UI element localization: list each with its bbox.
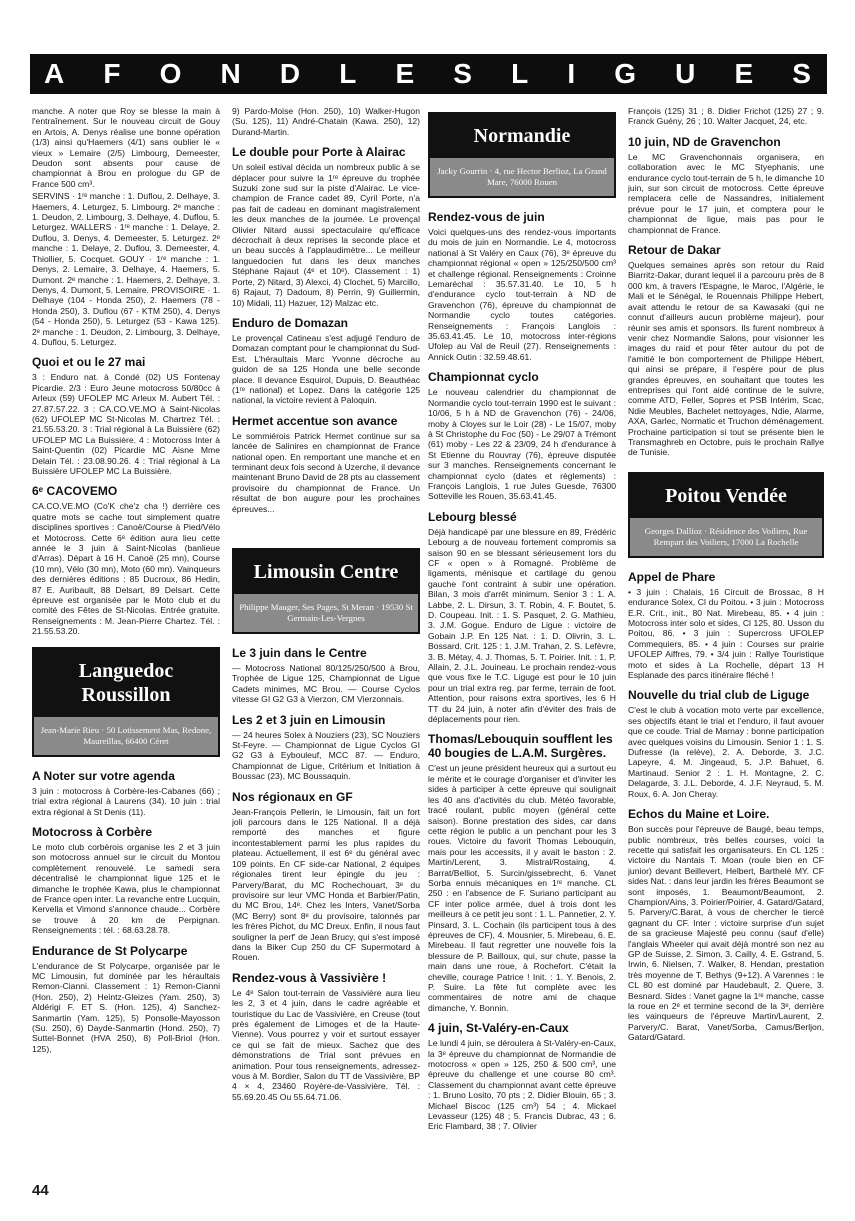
- banner-letter: L: [511, 58, 531, 89]
- column-2: [232, 106, 420, 1186]
- article-heading: Championnat cyclo: [428, 370, 539, 385]
- article-text: Le lundi 4 juin, se déroulera à St-Valéry-en-Caux, la 3ᵉ épreuve du championnat de Normandie de motocross « open » 125, 250 & 500 cm³, une épreuve du challenge et une course 80 cm³. Classement du championnat avant cette épreuve : 1. Bruno Losito, 70 pts ; 2. Didier Blouin, 65 ; 3. Michael Biscoc (125 cm³) 54 ; 4. Mickael Levasseur (125) 48 ; 5. Francis Dubrac, 43 ; 6. Eric Flambard, 38 ; 7. Olivier: [428, 1038, 616, 1132]
- article-text: 3 juin : motocross à Corbère-les-Cabanes (66) ; trial extra régional à Laurens (34). 10 juin : trial extra régional à St Denis (11).: [32, 785, 220, 817]
- banner-letter: F: [103, 58, 123, 89]
- region-title: Languedoc Roussillon: [34, 649, 218, 717]
- article-text: Le MC Gravenchonnais organisera, en collaboration avec le MC Styephanis, une endurance cyclo tout-terrain de 5 h, le dimanche 10 juin, sur son circuit de motocross. Cette épreuve remplacera celle de Nassandres, initialement prévue pour le 17 juin, et comptera pour le championnat de ligue, mais pas pour le championnat de France.: [628, 151, 824, 235]
- banner-letter: G: [614, 58, 638, 89]
- banner-letter: U: [675, 58, 698, 89]
- region-title: Poitou Vendée: [630, 474, 822, 518]
- article-heading: Nos régionaux en GF: [232, 789, 353, 804]
- article-text: Le moto club corbèrois organise les 2 et 3 juin son motocross annuel sur le circuit du Montou complètement renouvelé. Le samedi sera décentralisé le championnat ligue 125 et le dimanche le trophée Kawa, plus le championnat de France open inter. La revanche entre Lucquin, Kervella et Vimond s'annonce chaude... Corbère se trouve à 20 km de Perpignan. Renseignements : tél. : 68.63.28.78.: [32, 841, 220, 936]
- region-box-limousin: [232, 548, 420, 634]
- article-text: C'est un jeune président heureux qui a surtout eu le mérite et le courage d'organiser et d'inviter les sides à participer à cette épreuve qui soulignait les 40 ans d'activités du club. Météo favorable, tracé roulant, public moyen (général cette saison). Bonne prestation des sides, car dans cette région le public a un penchant pour les 3 roues. Victoire du favorit Thomas Lebouquin, mais pour les accessits, il y avait le baston : 2. Martin/Lerent, 3. Mistral/Rostaing, 4. Barrat/Belliot, 5. Surcin/gissebrecht, 6. Vanet Sorba ennuis mécaniques en 1ʳᵉ manche. CL 250 : en l'absence de F. Suriano participant au CF inter police armée, duel à trois dont les meilleurs à ce petit jeu sont : 1. L. Pannetier, 2. Y. Pinsard, 3. L. Cochain (ils participent tous à des épreuves de CF), 4. Mousnier, 5. Mirebeau, 6. E. Mirebeau. Il faut regretter une nouvelle fois la blessure de P. Bailloux, qui, sur chute, passe la main dans une roue, à Rochefort. C'était la cheville, courage Patrice ! Init. : 1. Y. Benois, 2. P. Suire. La fête fut complète avec les commentaires de notre ami de chaque dimanche, Y. Bonnin.: [428, 763, 616, 1013]
- banner-letter: O: [159, 58, 184, 89]
- region-address: Jean-Marie Rieu · 50 Lotissement Mas, Redone, Maureillas, 66400 Céret: [34, 717, 218, 755]
- region-box-normandie: [428, 112, 616, 198]
- region-box-languedoc: [32, 647, 220, 757]
- article-heading: 4 juin, St-Valéry-en-Caux: [428, 1021, 569, 1036]
- article-text: • 3 juin : Chalais, 16 Circuit de Brossac, 8 H endurance Solex, Cl du Poitou. • 3 juin : Motocross E.R. Crit., init., 80 Nat. Mirebeau, 85. • 4 juin : Motocross inter solo et sides, Cl 125, 80. Usson du Poitou, 86. • 3 juin : Supercross UFOLEP Commequiers, 85. • 4 juin : Courses sur prairie UFOLEP Aiffres, 79. • 3/4 juin : Rallye Touristique moto et sides à La Rochelle, départ 13 H Esplanade des parcs itinéraire fléché !: [628, 586, 824, 681]
- article-heading: Le 3 juin dans le Centre: [232, 646, 367, 660]
- article-heading: 6ᵉ CACOVEMO: [32, 484, 118, 499]
- article-heading: Echos du Maine et Loire.: [628, 807, 770, 822]
- article-text: Le provençal Catineau s'est adjugé l'enduro de Domazan comptant pour le championnat du Sud-Est. L'héraultais Marc Yvonne décroche au guidon de sa 125 Honda une belle seconde place. Il devance Esquirol, Dupuis, D. Beauthéac (1ʳᵉ national) et Lopez. Dans la catégorie 125 national, la victoire revient à Paloquin.: [232, 332, 420, 406]
- article-heading: Nouvelle du trial club de Liguge: [628, 688, 810, 703]
- article-heading: Les 2 et 3 juin en Limousin: [232, 712, 386, 727]
- results-text: SERVINS · 1ʳᵉ manche : 1. Duflou, 2. Delhaye, 3. Haemers, 4. Leturgez, 5. Limbourg. 2ᵉ manche : 1. Deudon, 2. Limbourg, 3. Delhaye, 4. Duflou, 5. Leturgez. WALLERS · 1ʳᵉ manche : 1. Delaye, 2. Duflou, 3. Denys, 4. Demeester, 5. Leturgez. 2ᵉ manche : 1. Delaye, 2. Duflou, 3. Demeester, 4. Thiollier, 5. Cocquet. GOUY · 1ʳᵉ manche : 1. Denys, 2. Lemaire, 3. Delhaye, 4. Haemers, 5. Dumont. 2ᵉ manche : 1. Haemers, 2. Delhaye, 3. Denys, 4. Dumont, 5. Lemaire. PROVISOIRE · 1. Delhaye (104 - Honda 250), 2. Haemers (78 - Honda 250), 3. Duflou (67 - KTM 250), 4. Denys (54 - Honda 250), 5. Leturgez (53 - Kawa 125). 2ᵉ manche : 1. Deudon, 2. Limbourg, 3. Delhaye, 4. Duflou, 5. Leturgez.: [32, 191, 220, 347]
- article-text: — Motocross National 80/125/250/500 à Brou, Trophée de Ligue 125, Championnat de Ligue Cadets minimes, MC Brou. — Course Cyclos vitesse GI G2 G3 à Vierzon, CM Vierzonnais.: [232, 663, 420, 705]
- banner-letter: S: [453, 58, 474, 89]
- banner-letter: N: [220, 58, 243, 89]
- article-text: François (125) 31 ; 8. Didier Frichot (125) 27 ; 9. Franck Guény, 26 ; 10. Walter Jacquet, 24, etc.: [628, 106, 824, 127]
- article-heading: 10 juin, ND de Gravenchon: [628, 134, 781, 149]
- article-heading: Thomas/Lebouquin soufflent les 40 bougies de L.A.M. Surgères.: [428, 732, 613, 761]
- article-heading: Lebourg blessé: [428, 509, 517, 524]
- article-heading: Enduro de Domazan: [232, 315, 349, 330]
- page-number: 44: [32, 1182, 49, 1199]
- region-address: Georges Dallioz · Résidence des Voiliers, Rue Rempart des Voiliers, 17000 La Rochelle: [630, 518, 822, 556]
- banner-letter: I: [567, 58, 578, 89]
- article-heading: Rendez-vous à Vassivière !: [232, 970, 387, 985]
- banner-letter: D: [279, 58, 303, 89]
- section-banner: [30, 54, 827, 94]
- article-heading: Quoi et ou le 27 mai: [32, 355, 146, 370]
- article-text: Voici quelques-uns des rendez-vous importants du mois de juin en Normandie. Le 4, motocross national à St Valéry en Caux (76), 3ᵉ épreuve du championnat régional « open » 125/250/500 cm³ et challenge régional. Renseignements : Croinne Lemaréchal : 35.57.31.40. Le 10, 5 h d'endurance cyclo tout-terrain à ND de Gravenchon (76), épreuve du championnat de Normandie cyclo toutes catégories. Renseignements : François Langlois : 35.63.41.45. Le 10, motocross inter-régions Ufolep au Val de Reuil (27). Renseignements : Annick Outin : 32.59.48.61.: [428, 227, 616, 362]
- article-text: CA.CO.VE.MO (Co'K che'z cha !) derrière ces quatre mots se cache tout simplement quatre disciplines sportives : Canoë/Course à Pied/Vélo et Motocross. Cette 6ᵉ édition aura lieu cette année le 3 juin à Saint-Nicolas (banlieue d'Arras). Départ à 16 H. Canoë (25 mn), Course (10 mn), Vélo (30 mn), Moto (60 mn). Vainqueurs des dernières éditions : 85 Ducroux, 86 Hedin, 87 E. Auribault, 88 Delsart, 89 Delsart. Cette épreuve est organisée par le Moto club et du comité des Fêtes de St-Nicolas. Entrée gratuite. Renseignements : M. Jean-Pierre Chartez. Tél. : 21.55.53.20.: [32, 501, 220, 637]
- region-box-poitou: [628, 472, 824, 558]
- article-heading: A Noter sur votre agenda: [32, 768, 175, 783]
- column-4: [628, 106, 824, 1186]
- article-heading: Le double pour Porte à Alairac: [232, 145, 406, 160]
- column-1: [32, 106, 220, 1186]
- article-text: Bon succès pour l'épreuve de Baugé, beau temps, public nombreux, très belles courses, voici la recette qui satisfait les organisateurs. En CL 125 : victoire du Nantais T. Moan (roule bien en CF junior) devant Beillevert, Helbert, Barthelé MY. CF sides Nat. : dans leur jardin les frères Beaumont se sont imposés, 1. Beaumont/Beaumont, 2. Champion/Ains, 3. Poirier/Poirier, 4. Gatard/Gatard, 5. Parvery/C.Barat, à vous de chercher le tiercé gagnant du CF. Inter : victoire surprise d'un sujet de sa gracieuse Majesté peu connu (sauf d'elle) l'anglais Wheeler qui avait déjà montré son nez au GP de Suisse, 2. Simon, 3. Cailly, 4. E. Gstrand, 5. Irwin, 6. Nielsen, 7. Walker, 8. Hendan, prestation très moyenne de T. Bethys (9+12). A Varennes : le CL 80 est dominé par Haudebault, 2. Quere, 3. Besnard. Sides : Vanet gagne la 1ʳᵉ manche, casse la roue en 2ᵉ et termine second de la 3ᵉ, derrière les vainqueurs de l'épreuve Martin/Laurent, 2. Parvery/C. Barat, Vanet/Sorba, Camus/Berljon, Gatard/Gatard.: [628, 824, 824, 1043]
- article-text: 3 : Enduro nat. à Condé (02) US Fontenay Picardie. 2/3 : Euro Jeune motocross 50/80cc à Arleux (59) UFOLEP MC Arleux M. Aubert Tél. : 27.87.57.22. 3 : CA.CO.VE.MO à Saint-Nicolas (62) UFOLEP MC St-Nicolas M. Chartrez Tél. : 21.55.53.20. 3 : Trial régional à La Buissière (62) UFOLEP MC La Buissière. 4 : Motocross Inter à Saint-Quentin (02) Picardie MC Aisne Mme Delain Tél. : 23.08.90.26. 4 : Trial régional à La Buissière UFOLEP MC La Buissière.: [32, 372, 220, 476]
- article-text: Le 4ᵉ Salon tout-terrain de Vassivière aura lieu les 2, 3 et 4 juin, dans le cadre agréable et touristique du Lac de Vassivière, en Creuse (tout près également de Limoges et de la Haute-Vienne). Vous pourrez y voir et surtout essayer ce qui se fait de mieux. Sachez que des démonstrations de Trial sont prévues en animation. Pour tous renseignements, adressez-vous à M. Bordier, Salon du TT de Vassivière, BP 4 × 4, 23460 Royère-de-Vassivière. Tél. : 55.69.20.45 Ou 55.64.71.06.: [232, 987, 420, 1102]
- article-heading: Rendez-vous de juin: [428, 210, 545, 224]
- banner-letter: A: [44, 58, 67, 89]
- region-title: Limousin Centre: [234, 550, 418, 594]
- article-text: 9) Pardo-Moise (Hon. 250), 10) Walker-Hugon (Su. 125), 11) André-Chatain (Kawa. 250), 12) Durand-Martin.: [232, 106, 420, 137]
- article-text: Quelques semaines après son retour du Raid Biarritz-Dakar, durant lequel il a parcouru près de 8 000 km, à travers l'Espagne, le Maroc, l'Algérie, le Mali et le Sénégal, le Rouennais Philippe Hebert, avait attendu le retour de sa Kawasaki (qui ne connut d'ailleurs aucun problème majeur), pour réunir ses amis et sponsors. Ils furent nombreux à venir chez Normandie Salons, pour visionner les images du raid et pour fêter autour du pot de l'amitié le bon comportement de Philippe Hébert, qui ainsi se prépare, il l'espère pour de plus grandes épreuves, en souhaitant que toutes les entreprises qui l'ont aidé continue de le suivre, comme ATD, Feller, Sopres et PSB Intérim, Scac, Ndie Meubles, Bachelet nettoyages, Ndie, Alarme, AXA, Garlec, Normatic et Truchon déménagement. Prochaine participation si tout se présente bien le Transmaghreb en Octobre, puis le prochain Rallye de Tunisie.: [628, 260, 824, 458]
- article-text: Jean-François Pellerin, le Limousin, fait un fort joli parcours dans le 125 National. Il a déjà remporté des manches et figure incontestablement parmi les plus rapides du plateau. Actuellement, il est 6ᵉ du général avec 109 points. En CF side-car National, 2 équipes régionales tirent leur épingle du jeu : Parvery/Barat, du MC Rochechouart, 3ᵉ du provisoire sur leur VMC Honda et Barbier/Patin, du MC Brou, 14ᵉ. Chez les Inters, Vanet/Sorba (MC Berry) sont 8ᵉ du provisoire, talonnés par les frères Pichot, du MC Dreux. Enfin, il nous faut souligner la perf' de Jean Brucy, qui s'est imposé dans la Biker Cup 250 du CF Supermotard à Rouen.: [232, 806, 420, 963]
- article-text: Un soleil estival décida un nombreux public à se déplacer pour suivre la 1ʳᵉ épreuve du trophée Suzuki zone sud sur la piste d'Alairac. Le vice-champion de France cadet 89, Cyril Porte, n'a pas fait de cadeau en dominant magistralement les deux manches de la journée. Le provençal Olivier Nitard aussi spectaculaire qu'efficace décrochait à deux reprises la seconde place et un beau succès à l'applaudimètre... Le meilleur languedocien fut dans les deux manches Stéphane Rajaut (4ᵉ et 10ᵉ). Classement : 1) Porte, 2) Nitard, 3) Alexci, 4) Clochet, 5) Marcillo, 6) Rajaut, 7) Dadoum, 8) Perrin, 9) Guillermin, 10) Midali, 11) Hazuer, 12) Malzac etc.: [232, 162, 420, 308]
- article-heading: Endurance de St Polycarpe: [32, 943, 188, 958]
- article-text: — 24 heures Solex à Nouziers (23), SC Nouziers St-Feyre. — Championnat de Ligue Cyclos GI G2 G3 à Eybouleuf, MCC 87. — Enduro, Championnat de Ligue, Critérium et Initiation à Boussac (23), MC Boussaquin.: [232, 729, 420, 782]
- article-heading: Motocross à Corbère: [32, 824, 153, 839]
- region-address: Philippe Mauger, Ses Pages, St Meran · 19530 St Germain-Les-Vergnes: [234, 594, 418, 632]
- region-title: Normandie: [430, 114, 614, 158]
- banner-letter: E: [395, 58, 417, 89]
- article-text: Le nouveau calendrier du championnat de Normandie cyclo tout-terrain 1990 est le suivant : 10/06, 5 h à ND de Gravenchon (76) - 24/06, moby à Cloyes sur le Loir (28) - Le 15/07, moby à St Christophe du Foc (50) - Le 29/07 à Trémont (61) moby - Les 22 & 23/09, 24 h d'endurance à St Etienne du Rouvray (76), épreuve disputée sur 3 manches. Renseignements concernant le championnat cyclo (dates et règlements) : François Langlois, 1 rue Jules Guesde, 76300 Sotteville les Rouen, 35.63.41.45.: [428, 387, 616, 502]
- article-text: Déjà handicapé par une blessure en 89, Frédéric Lebourg a de nouveau fortement compromis sa saison 90 en se blessant sérieusement lors du CF « open » à Romagné. Problème de ligaments, ménisque et cartilage du genou gauche l'ont contraint à subir une opération. Bilan, 3 mois d'arrêt minimum. Senior 3 : 1. A. Labbe, 2. L. Dirsun, 3. T. Robin, 4. F. Boutet, 5. D. Coupeau. Init. : 1. S. Pasquet, 2. G. Mathieu, 3. J.M. Gogue. Enduro de Ligue : victoire de Gobain J.P. En 125 Nat. : 1. D. Olivrin, 3. L. Bossard. Crit. 125 : 1. J.M. Trahan, 2. S. Lefèvre, 3. B. Métay, 4. J. Thomas, 5. T. Poirier. Init. : 1. P. Allain, 2. J.L. Jouineau. Le prochain rendez-vous que vous fixe le T.C. Liguge est pour le 10 juin pour un trial extra reg. par ferme, terrain de foot. Attention, pour raisons extra sportives, les 6 H TT du 24 juin, à noter afin d'éviter des frais de déplacements pour rien.: [428, 526, 616, 725]
- article-text: manche. A noter que Roy se blesse la main à l'entraînement. Sur le nouveau circuit de Gouy en Artois, A. Denys réalise une bonne opération (1/3) ainsi qu'Haemers (4/1) sans oublier le « vieux » Lemaire (2/5) Limbourg, Demeester, Deudon sont absents pour cause de championnat à Brou en prologue du GP de France 500 cm³.: [32, 106, 220, 189]
- region-address: Jacky Gourrin · 4, rue Hector Berlioz, La Grand Mare, 76000 Rouen: [430, 158, 614, 196]
- article-heading: Hermet accentue son avance: [232, 413, 398, 428]
- banner-letter: S: [792, 58, 813, 89]
- banner-letter: E: [734, 58, 756, 89]
- banner-letter: L: [339, 58, 359, 89]
- article-text: Le sommiérois Patrick Hermet continue sur sa lancée de Salinires en championnat de France national open. En remportant une manche et en terminant deux fois second à Uzerche, il devance maintenant Bruno David de 28 pts au classement provisoire du championnat de France. Un résultat de bon augure pour les prochaines épreuves...: [232, 430, 420, 514]
- article-text: C'est le club à vocation moto verte par excellence, ses objectifs étant le trial et l'enduro, il faut avouer que ce coude. Trial de Marnay : bonne participation avec quelques voisins du Limousin. Senior 1 : 1. S. Dufresse (la relève), 2. A. Deborde, 3. J.C. Lapeyre, 4. M. Jingeaud, 5. J.P. Bahuet, 6. Martinaud. Senior 2 : 1. H. Montagne, 2. C. Delagarde, 3. J.L. Deborde, 4. J.F. Neyraud, 5. M. Roux, 6. A. Jon Cheray.: [628, 705, 824, 799]
- column-3: [428, 106, 616, 1186]
- article-heading: Appel de Phare: [628, 569, 716, 584]
- article-text: L'endurance de St Polycarpe, organisée par le MC Limousin, fut dominée par les héraultais Remon-Cianni. Classement : 1) Remon-Cianni (Hon. 250), 2) Heintz-Gleizes (Yam. 250), 3) Aldérigi F. ET S. (Hon. 125), 4) Sanchez-Sanmartin (Yam. 125), 5) Ponsolle-Mayosson (Su. 250), 6) Dayde-Sanmartin (Hond. 250), 7) Suttel-Bonnet (HVA 250), 8) Poll-Briol (Hon. 125),: [32, 960, 220, 1054]
- article-heading: Retour de Dakar: [628, 243, 721, 258]
